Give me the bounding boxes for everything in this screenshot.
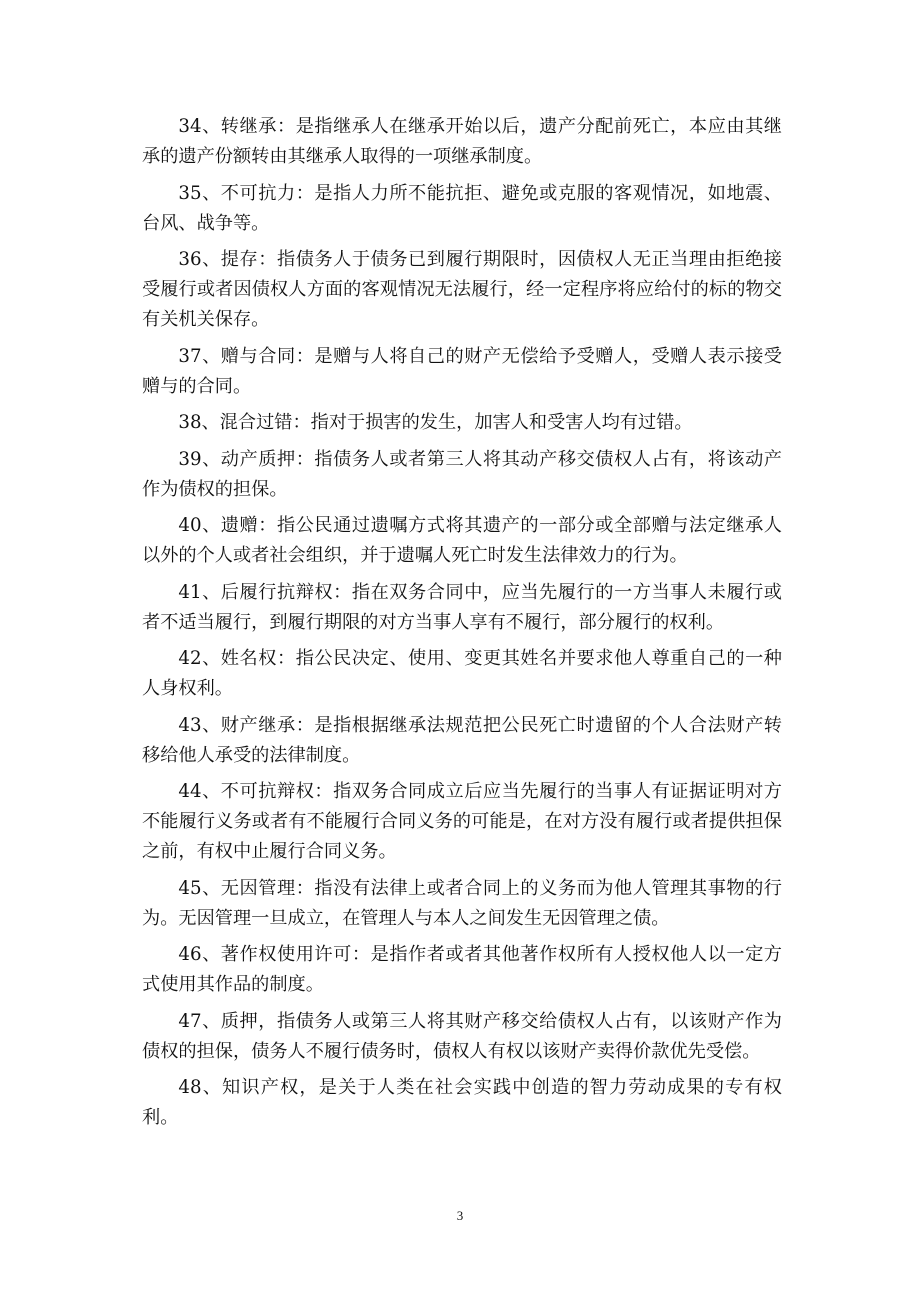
definition-entry-39: 39、动产质押：指债务人或者第三人将其动产移交债权人占有，将该动产作为债权的担保。 <box>142 448 782 500</box>
document-body <box>142 112 782 1140</box>
definition-entry-46: 46、著作权使用许可：是指作者或者其他著作权所有人授权他人以一定方式使用其作品的制度。 <box>142 944 782 995</box>
definition-entry-45: 45、无因管理：指没有法律上或者合同上的义务而为他人管理其事物的行为。无因管理一旦成立，在管理人与本人之间发生无因管理之债。 <box>142 877 782 929</box>
page-number: 3 <box>456 1208 464 1223</box>
definition-entry-34: 34、转继承：是指继承人在继承开始以后，遗产分配前死亡，本应由其继承的遗产份额转由其继承人取得的一项继承制度。 <box>142 116 782 167</box>
definition-entry-35: 35、不可抗力：是指人力所不能抗拒、避免或克服的客观情况，如地震、台风、战争等。 <box>142 182 782 234</box>
definition-entry-47: 47、质押，指债务人或第三人将其财产移交给债权人占有，以该财产作为债权的担保，债务人不履行债务时，债权人有权以该财产卖得价款优先受偿。 <box>142 1010 782 1062</box>
definition-entry-40: 40、遗赠：指公民通过遗嘱方式将其遗产的一部分或全部赠与法定继承人以外的个人或者社会组织，并于遗嘱人死亡时发生法律效力的行为。 <box>142 515 782 566</box>
definition-entry-44: 44、不可抗辩权：指双务合同成立后应当先履行的当事人有证据证明对方不能履行义务或者有不能履行合同义务的可能是，在对方没有履行或者提供担保之前，有权中止履行合同义务。 <box>142 781 782 862</box>
definition-entry-48: 48、知识产权，是关于人类在社会实践中创造的智力劳动成果的专有权利。 <box>142 1077 782 1128</box>
definition-entry-38: 38、混合过错：指对于损害的发生，加害人和受害人均有过错。 <box>178 412 693 433</box>
definition-entry-42: 42、姓名权：指公民决定、使用、变更其姓名并要求他人尊重自己的一种人身权利。 <box>142 648 782 699</box>
definition-entry-41: 41、后履行抗辩权：指在双务合同中，应当先履行的一方当事人未履行或者不适当履行，到履行期限的对方当事人享有不履行，部分履行的权利。 <box>142 581 782 633</box>
definition-entry-36: 36、提存：指债务人于债务已到履行期限时，因债权人无正当理由拒绝接受履行或者因债权人方面的客观情况无法履行，经一定程序将应给付的标的物交有关机关保存。 <box>142 249 782 330</box>
definition-entry-37: 37、赠与合同：是赠与人将自己的财产无偿给予受赠人，受赠人表示接受赠与的合同。 <box>142 345 782 397</box>
definition-entry-43: 43、财产继承：是指根据继承法规范把公民死亡时遗留的个人合法财产转移给他人承受的法律制度。 <box>142 714 782 766</box>
